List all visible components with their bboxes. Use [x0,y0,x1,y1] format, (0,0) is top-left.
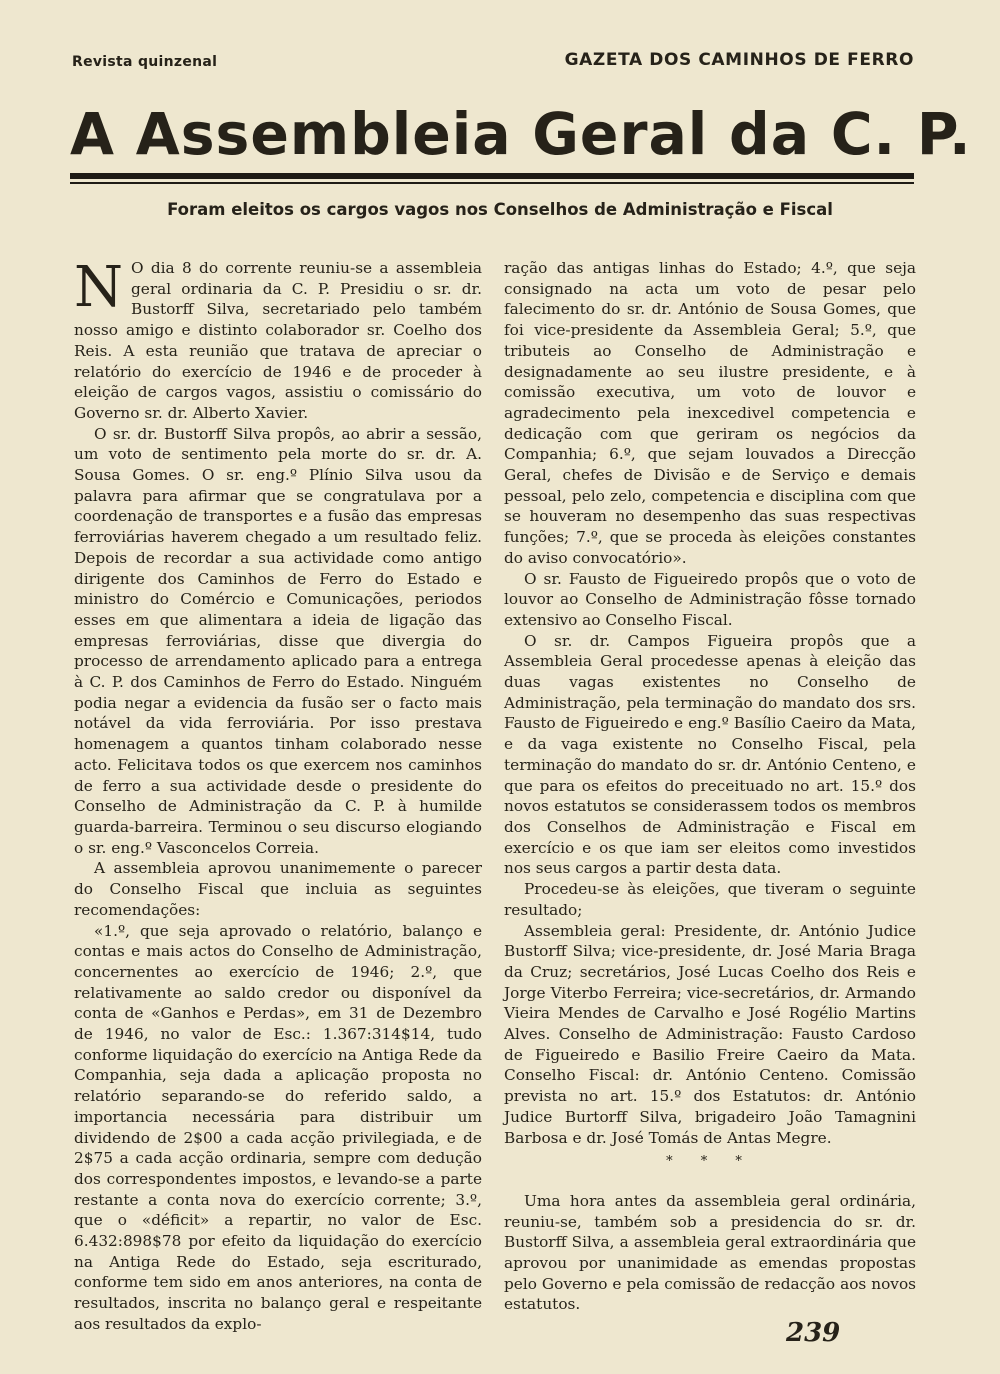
paragraph: A assembleia aprovou unanimemente o parecer do Conselho Fiscal que incluia as seguintes recomendações: [74,859,482,919]
paragraph: O sr. dr. Bustorff Silva propôs, ao abrir a sessão, um voto de sentimento pela morte do sr. dr. A. Sousa Gomes. O sr. eng.º Plínio Silva usou da palavra para afirmar que se congratulava por a coordenação de transportes e a fusão das empresas ferroviárias haverem chegado a um resultado feliz. Depois de recordar a sua actividade como antigo dirigente dos Caminhos de Ferro do Estado e ministro do Comércio e Comunicações, periodos esses em que alimentara a ideia de ligação das empresas ferroviárias, disse que divergia do processo de arrendamento aplicado para a entrega à C. P. dos Caminhos de Ferro do Estado. Ninguém podia negar a evidencia da fusão ser o facto mais notável da vida ferroviária. Por isso prestava homenagem a quantos tinham colaborado nesse acto. Felicitava todos os que exercem nos caminhos de ferro a sua actividade desde o presidente do Conselho de Administração da C. P. à humilde guarda-barreira. Terminou o seu discurso elogiando o sr. eng.º Vasconcelos Correia. [74,424,482,857]
header-magazine-name: GAZETA DOS CAMINHOS DE FERRO [564,50,914,70]
page-number: 239 [786,1318,841,1348]
drop-cap: N [74,255,123,320]
paragraph: Procedeu-se às eleições, que tiveram o seguinte resultado; [504,880,916,919]
article-title: A Assembleia Geral da C. P. [70,100,972,168]
paragraph: ração das antigas linhas do Estado; 4.º, que seja consignado na acta um voto de pesar pelo falecimento do sr. dr. António de Sousa Gomes, que foi vice-presidente da Assembleia Geral; 5.º, que tributeis ao Conselho de Administração e designadamente ao seu ilustre presidente, e à comissão executiva, um voto de louvor e agradecimento pela inexcedivel competencia e dedicação com que geriram os negócios da Companhia; 6.º, que sejam louvados a Direcção Geral, chefes de Divisão e de Serviço e demais pessoal, pelo zelo, competencia e disciplina com que se houveram no desempenho das suas respectivas funções; 7.º, que se proceda às eleições constantes do aviso convocatório». [504,259,916,567]
paragraph: O sr. dr. Campos Figueira propôs que a Assembleia Geral procedesse apenas à eleição das duas vagas existentes no Conselho de Administração, pela terminação do mandato dos srs. Fausto de Figueiredo e eng.º Basílio Caeiro da Mata, e da vaga existente no Conselho Fiscal, pela terminação do mandato do sr. dr. António Centeno, e que para os efeitos do preceituado no art. 15.º dos novos estatutos se considerassem todos os membros dos Conselhos de Administração e Fiscal em exercício e os que iam ser eleitos como investidos nos seus cargos a partir desta data. [504,631,916,878]
closing-paragraph: Uma hora antes da assembleia geral ordinária, reuniu-se, também sob a presidencia do sr. dr. Bustorff Silva, a assembleia geral extraordinária que aprovou por unanimidade as emendas propostas pelo Governo e pela comissão de redacção aos novos estatutos. [504,1191,916,1314]
paragraph: O sr. Fausto de Figueiredo propôs que o voto de louvor ao Conselho de Administração fôsse tornado extensivo ao Conselho Fiscal. [504,569,916,629]
paragraph [74,255,482,424]
title-rule-thin [70,182,914,184]
article-subtitle: Foram eleitos os cargos vagos nos Conselhos de Administração e Fiscal [167,200,833,219]
right-column [504,258,916,1315]
title-rule-thick [70,173,914,179]
section-separator: * * * [666,1154,754,1170]
header-publication-frequency: Revista quinzenal [72,54,218,70]
left-column [74,255,482,1335]
paragraph: Assembleia geral: Presidente, dr. António Judice Bustorff Silva; vice-presidente, dr. José Maria Braga da Cruz; secretários, José Lucas Coelho dos Reis e Jorge Viterbo Ferreira; vice-secretários, dr. Armando Vieira Mendes de Carvalho e José Rogélio Martins Alves. Conselho de Administração: Fausto Cardoso de Figueiredo e Basilio Freire Caeiro da Mata. Conselho Fiscal: dr. António Centeno. Comissão prevista no art. 15.º dos Estatutos: dr. António Judice Burtorff Silva, brigadeiro João Tamagnini Barbosa e dr. José Tomás de Antas Megre. [504,921,916,1147]
paragraph: «1.º, que seja aprovado o relatório, balanço e contas e mais actos do Conselho de Administração, concernentes ao exercício de 1946; 2.º, que relativamente ao saldo credor ou disponível da conta de «Ganhos e Perdas», em 31 de Dezembro de 1946, no valor de Esc.: 1.367:314$14, tudo conforme liquidação do exercício na Antiga Rede da Companhia, seja dada a aplicação proposta no relatório separando-se do referido saldo, a importancia necessária para distribuir um dividendo de 2$00 a cada acção privilegiada, e de 2$75 a cada acção ordinaria, sempre com dedução dos correspondentes impostos, e levando-se a parte restante a conta nova do exercício corrente; 3.º, que o «déficit» a repartir, no valor de Esc. 6.432:898$78 por efeito da liquidação do exercício na Antiga Rede do Estado, seja escriturado, conforme tem sido em anos anteriores, na conta de resultados, inscrita no balanço geral e respeitante aos resultados da explo- [74,921,482,1333]
paragraph-text: O dia 8 do corrente reuniu-se a assembleia geral ordinaria da C. P. Presidiu o sr. dr. Bustorff Silva, secretariado pelo também nosso amigo e distinto colaborador sr. Coelho dos Reis. A esta reunião que tratava de apreciar o relatório do exercício de 1946 e de proceder à eleição de cargos vagos, assistiu o comissário do Governo sr. dr. Alberto Xavier. [74,259,482,422]
